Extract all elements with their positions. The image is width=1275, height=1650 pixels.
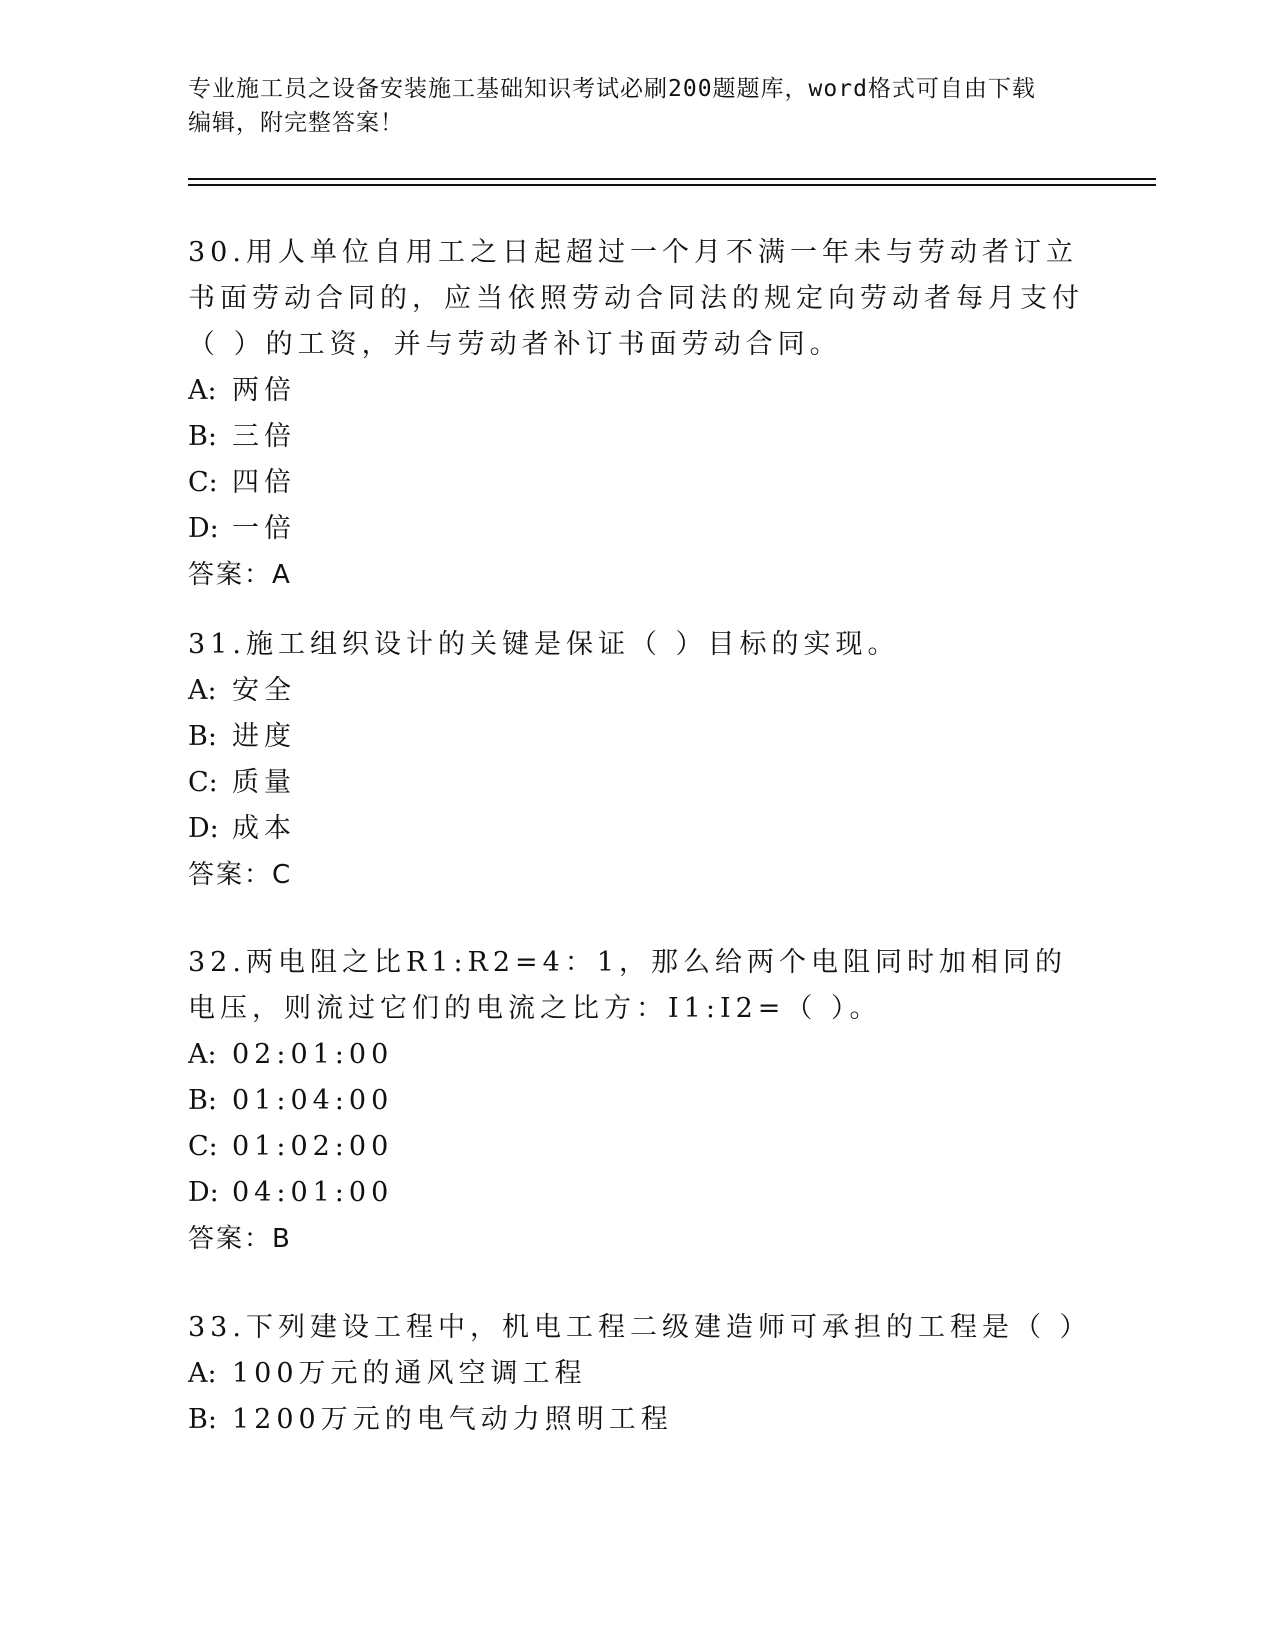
- option-label: D:: [188, 1177, 219, 1208]
- option-label: D:: [188, 513, 219, 544]
- option-text: 一倍: [232, 513, 296, 544]
- option-a: [188, 368, 1088, 414]
- answer: 答案：C: [188, 860, 293, 890]
- question-32: [188, 940, 1088, 1262]
- option-a: [188, 668, 1088, 714]
- option-c: [188, 760, 1088, 806]
- option-d: [188, 806, 1088, 852]
- option-text: 三倍: [232, 421, 296, 452]
- header-line-1: 专业施工员之设备安装施工基础知识考试必刷200题题库，word格式可自由下载: [188, 76, 1036, 102]
- option-b: [188, 1078, 1088, 1124]
- question-stem: 33.下列建设工程中，机电工程二级建造师可承担的工程是（ ）: [188, 1312, 1092, 1343]
- option-text: 两倍: [232, 375, 296, 406]
- option-text: 02:01:00: [232, 1039, 394, 1070]
- option-a: [188, 1032, 1088, 1078]
- option-d: [188, 506, 1088, 552]
- question-30: [188, 230, 1088, 598]
- option-b: [188, 1397, 1088, 1443]
- header-divider-top: [188, 178, 1156, 180]
- answer: 答案：A: [188, 560, 292, 590]
- header-divider-bottom: [188, 184, 1156, 186]
- option-b: [188, 414, 1088, 460]
- option-text: 01:04:00: [232, 1085, 394, 1116]
- question-stem: 31.施工组织设计的关键是保证（ ）目标的实现。: [188, 629, 900, 660]
- option-text: 四倍: [232, 467, 296, 498]
- option-text: 进度: [232, 721, 296, 752]
- question-stem: 32.两电阻之比R1:R2=4：1，那么给两个电阻同时加相同的电压，则流过它们的电流之比方：I1:I2=（ ）。: [188, 947, 1068, 1024]
- option-text: 质量: [232, 767, 296, 798]
- answer: 答案：B: [188, 1224, 292, 1254]
- option-label: B:: [188, 721, 217, 752]
- header-line-2: 编辑，附完整答案！: [188, 110, 404, 136]
- option-label: B:: [188, 421, 217, 452]
- document-header: [188, 72, 1088, 140]
- option-label: A:: [188, 375, 217, 406]
- option-label: B:: [188, 1404, 217, 1435]
- question-stem: 30.用人单位自用工之日起超过一个月不满一年未与劳动者订立书面劳动合同的，应当依照劳动合同法的规定向劳动者每月支付（ ）的工资，并与劳动者补订书面劳动合同。: [188, 237, 1084, 360]
- option-text: 1200万元的电气动力照明工程: [232, 1404, 673, 1435]
- option-text: 100万元的通风空调工程: [232, 1358, 587, 1389]
- option-label: A:: [188, 1039, 217, 1070]
- option-b: [188, 714, 1088, 760]
- option-label: C:: [188, 1131, 218, 1162]
- option-label: D:: [188, 813, 219, 844]
- option-a: [188, 1351, 1088, 1397]
- option-d: [188, 1170, 1088, 1216]
- option-label: B:: [188, 1085, 217, 1116]
- option-text: 安全: [232, 675, 296, 706]
- option-label: C:: [188, 467, 218, 498]
- option-label: A:: [188, 1358, 217, 1389]
- option-label: A:: [188, 675, 217, 706]
- option-text: 04:01:00: [232, 1177, 394, 1208]
- question-33: [188, 1305, 1092, 1443]
- option-text: 01:02:00: [232, 1131, 394, 1162]
- option-text: 成本: [232, 813, 296, 844]
- option-c: [188, 1124, 1088, 1170]
- question-31: [188, 622, 1088, 898]
- option-c: [188, 460, 1088, 506]
- option-label: C:: [188, 767, 218, 798]
